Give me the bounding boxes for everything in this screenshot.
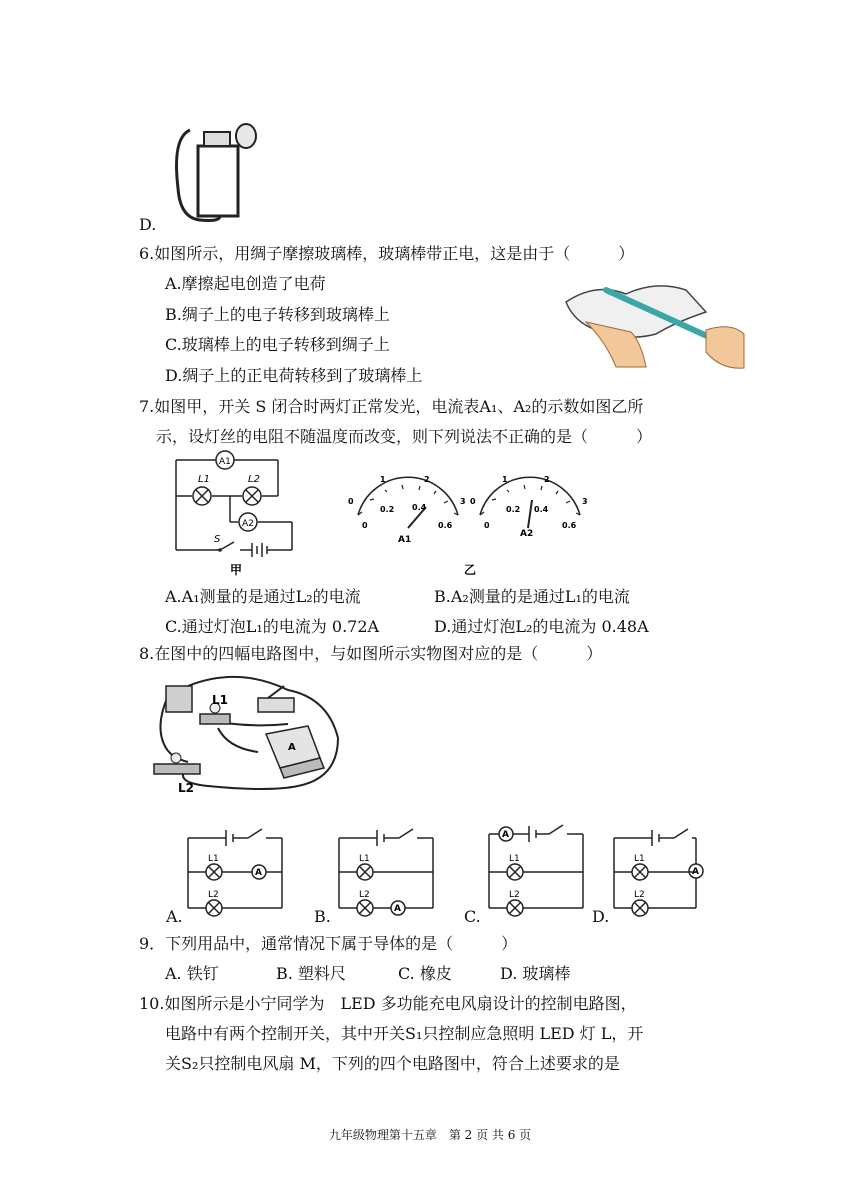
q8-photo-lamp1-label: L1: [212, 693, 228, 707]
q7-meter2-inner-2: 0.4: [534, 505, 549, 514]
q7-meter2-inner-1: 0.2: [506, 505, 521, 514]
q9-stem: 9．下列用品中，通常情况下属于导体的是（ ）: [139, 934, 518, 953]
q7-jia-ammeter1-label: A1: [219, 457, 231, 467]
q8-photo-meter-label: A: [288, 742, 296, 753]
q10-line3: 关S₂只控制电风扇 M，下列的四个电路图中，符合上述要求的是: [165, 1054, 620, 1073]
q7-jia-lamp1-label: L1: [198, 474, 210, 485]
q7-meter1-outer-3: 3: [460, 497, 466, 506]
q7-option-b: B.A₂测量的是通过L₁的电流: [434, 587, 630, 606]
q7-jia-caption: 甲: [230, 563, 243, 577]
q8-photo-lamp2-label: L2: [178, 781, 194, 795]
q7-meter-a2: [470, 475, 588, 539]
q7-meter2-inner-0: 0: [484, 521, 490, 530]
q8-c-meter: A: [502, 830, 509, 840]
q8-a-meter: A: [255, 868, 262, 878]
q8-circuit-a: [186, 826, 291, 921]
q5-option-d-label: D.: [139, 215, 157, 234]
q7-meter2-outer-0: 0: [470, 497, 476, 506]
q8-circuit-b: [337, 826, 442, 921]
q7-yi-caption: 乙: [464, 563, 477, 577]
q6-option-d: D.绸子上的正电荷转移到了玻璃棒上: [165, 366, 423, 385]
q8-c-lamp1: L1: [509, 854, 520, 864]
q5-option-d-figure: [160, 108, 260, 228]
q9-option-a: A. 铁钉: [165, 964, 219, 983]
q6-rubbing-figure: [556, 272, 746, 374]
q7-meter1-outer-2: 2: [424, 475, 430, 484]
q7-jia-switch-label: S: [214, 534, 221, 545]
q7-option-c: C.通过灯泡L₁的电流为 0.72A: [165, 617, 380, 636]
q7-figure-jia: [168, 450, 298, 578]
q8-b-meter: A: [394, 904, 401, 914]
q8-circuit-c: [487, 822, 592, 921]
q10-line1: 10.如图所示是小宁同学为 LED 多功能充电风扇设计的控制电路图，: [139, 994, 637, 1013]
q8-circuit-d-label: D.: [592, 907, 610, 926]
q8-circuit-a-label: A.: [166, 907, 183, 926]
q8-circuit-d: [612, 826, 717, 921]
q7-jia-lamp2-label: L2: [248, 474, 260, 485]
q8-d-meter: A: [692, 867, 699, 877]
q6-option-a: A.摩擦起电创造了电荷: [165, 274, 326, 293]
q8-c-lamp2: L2: [509, 890, 520, 900]
q8-stem: 8.在图中的四幅电路图中，与如图所示实物图对应的是（ ）: [139, 644, 603, 663]
q7-meter1-inner-2: 0.4: [412, 503, 427, 512]
q7-figure-yi: [340, 470, 600, 580]
q7-meter1-label: A1: [398, 535, 412, 545]
q7-option-a: A.A₁测量的是通过L₂的电流: [165, 587, 361, 606]
q7-meter2-outer-3: 3: [582, 497, 588, 506]
q7-option-d: D.通过灯泡L₂的电流为 0.48A: [434, 617, 649, 636]
q8-a-lamp1: L1: [208, 854, 219, 864]
q8-d-lamp1: L1: [634, 854, 645, 864]
q7-stem-line2: 示，设灯丝的电阻不随温度而改变，则下列说法不正确的是（ ）: [156, 427, 653, 446]
q8-a-lamp2: L2: [208, 890, 219, 900]
q7-meter-a1: [348, 475, 466, 545]
q7-meter1-outer-0: 0: [348, 497, 354, 506]
q9-option-b: B. 塑料尺: [276, 964, 346, 983]
q7-meter1-inner-1: 0.2: [380, 505, 395, 514]
q8-d-lamp2: L2: [634, 890, 645, 900]
page-footer: 九年级物理第十五章 第 2 页 共 6 页: [328, 1128, 532, 1142]
q10-line2: 电路中有两个控制开关，其中开关S₁只控制应急照明 LED 灯 L，开: [165, 1024, 644, 1043]
q7-meter2-label: A2: [520, 529, 534, 539]
q7-meter1-outer-1: 1: [380, 475, 386, 484]
q7-stem-line1: 7.如图甲，开关 S 闭合时两灯正常发光，电流表A₁、A₂的示数如图乙所: [139, 397, 644, 416]
q8-physical-circuit-photo: [148, 668, 348, 800]
q8-b-lamp1: L1: [359, 854, 370, 864]
q7-meter2-inner-3: 0.6: [562, 521, 577, 530]
q6-stem: 6.如图所示，用绸子摩擦玻璃棒，玻璃棒带正电，这是由于（ ）: [139, 244, 635, 263]
q8-circuit-c-label: C.: [464, 907, 481, 926]
q7-jia-ammeter2-label: A2: [242, 519, 254, 529]
q7-meter2-outer-2: 2: [544, 475, 550, 484]
q6-option-b: B.绸子上的电子转移到玻璃棒上: [165, 305, 390, 324]
q6-option-c: C.玻璃棒上的电子转移到绸子上: [165, 335, 390, 354]
q8-circuit-b-label: B.: [314, 907, 331, 926]
q7-meter2-outer-1: 1: [502, 475, 508, 484]
q9-option-d: D. 玻璃棒: [500, 964, 571, 983]
q7-meter1-inner-0: 0: [362, 521, 368, 530]
q7-meter1-inner-3: 0.6: [438, 521, 453, 530]
q9-option-c: C. 橡皮: [398, 964, 452, 983]
q8-b-lamp2: L2: [359, 890, 370, 900]
